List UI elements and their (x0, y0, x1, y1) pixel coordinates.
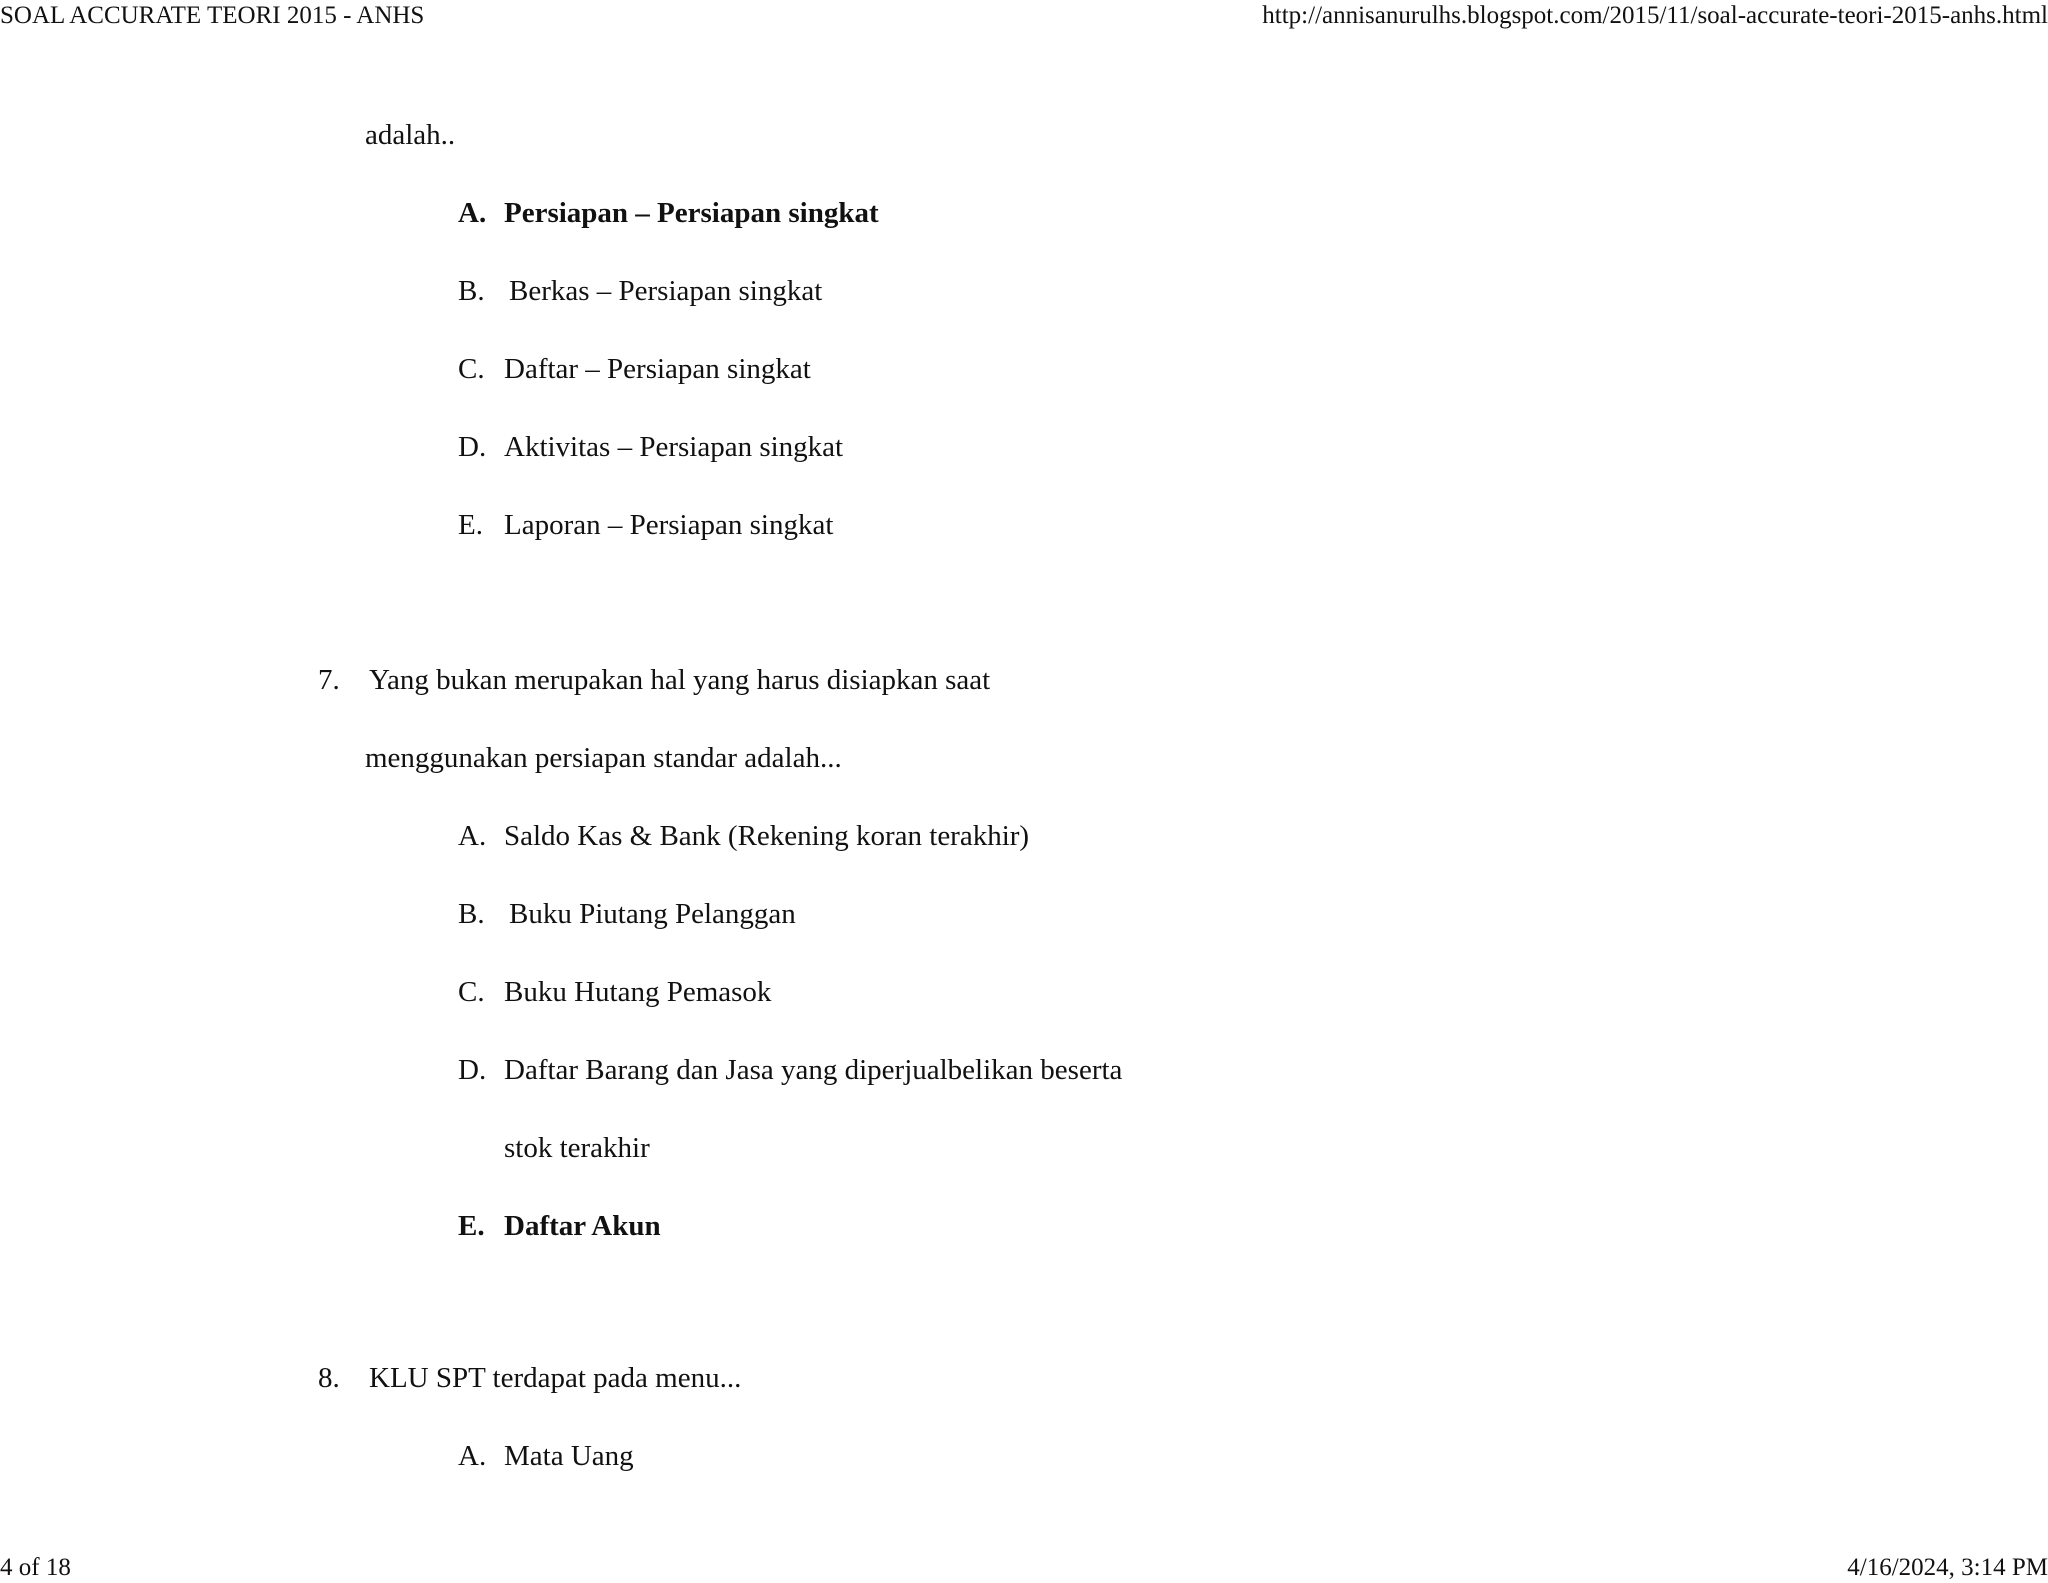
q7-option-e (458, 1209, 661, 1243)
q7-option-b (458, 897, 796, 931)
q7-option-b-text: Buku Piutang Pelanggan (509, 898, 796, 930)
q6-option-e-text: Laporan – Persiapan singkat (504, 509, 834, 541)
q7-option-e-letter: E. (458, 1210, 485, 1242)
q7-option-b-letter: B. (458, 898, 485, 930)
q6-option-d-letter: D. (458, 431, 487, 463)
q6-option-e-letter: E. (458, 509, 483, 541)
q6-option-b (458, 274, 822, 308)
q8-option-a (458, 1439, 634, 1473)
q7-option-c (458, 975, 771, 1009)
question-7 (318, 663, 990, 697)
q7-option-c-letter: C. (458, 976, 485, 1008)
q6-option-a-text: Persiapan – Persiapan singkat (504, 197, 879, 229)
q7-option-a (458, 819, 1029, 853)
q7-option-a-letter: A. (458, 820, 487, 852)
q6-option-e (458, 508, 833, 542)
q6-option-a (458, 196, 879, 230)
q6-option-a-letter: A. (458, 197, 487, 229)
question-7-number: 7. (318, 664, 340, 696)
question-6-tail: adalah.. (365, 119, 456, 151)
print-footer-datetime: 4/16/2024, 3:14 PM (1847, 1554, 2048, 1581)
question-8-number: 8. (318, 1362, 340, 1394)
q7-option-a-text: Saldo Kas & Bank (Rekening koran terakhir) (504, 820, 1030, 852)
question-7-line1: Yang bukan merupakan hal yang harus disiapkan saat (369, 664, 991, 696)
q6-option-b-text: Berkas – Persiapan singkat (509, 275, 823, 307)
q7-option-d-letter: D. (458, 1054, 487, 1086)
q6-option-d-text: Aktivitas – Persiapan singkat (504, 431, 844, 463)
q7-option-e-text: Daftar Akun (504, 1210, 661, 1242)
print-header-url: http://annisanurulhs.blogspot.com/2015/11/soal-accurate-teori-2015-anhs.html (1262, 2, 2048, 29)
q6-option-d (458, 430, 843, 464)
q6-option-c-letter: C. (458, 353, 485, 385)
q7-option-d (458, 1053, 1122, 1087)
print-header-title: SOAL ACCURATE TEORI 2015 - ANHS (0, 2, 425, 29)
question-8 (318, 1361, 741, 1395)
print-footer-page: 4 of 18 (0, 1554, 71, 1581)
q6-option-c-text: Daftar – Persiapan singkat (504, 353, 811, 385)
q7-option-c-text: Buku Hutang Pemasok (504, 976, 772, 1008)
q6-option-b-letter: B. (458, 275, 485, 307)
q8-option-a-letter: A. (458, 1440, 487, 1472)
question-8-line1: KLU SPT terdapat pada menu... (369, 1362, 742, 1394)
question-7-line2: menggunakan persiapan standar adalah... (365, 742, 842, 774)
q8-option-a-text: Mata Uang (504, 1440, 634, 1472)
q7-option-d-text: Daftar Barang dan Jasa yang diperjualbelikan beserta (504, 1054, 1123, 1086)
q6-option-c (458, 352, 811, 386)
q7-option-d-continuation: stok terakhir (504, 1132, 650, 1164)
